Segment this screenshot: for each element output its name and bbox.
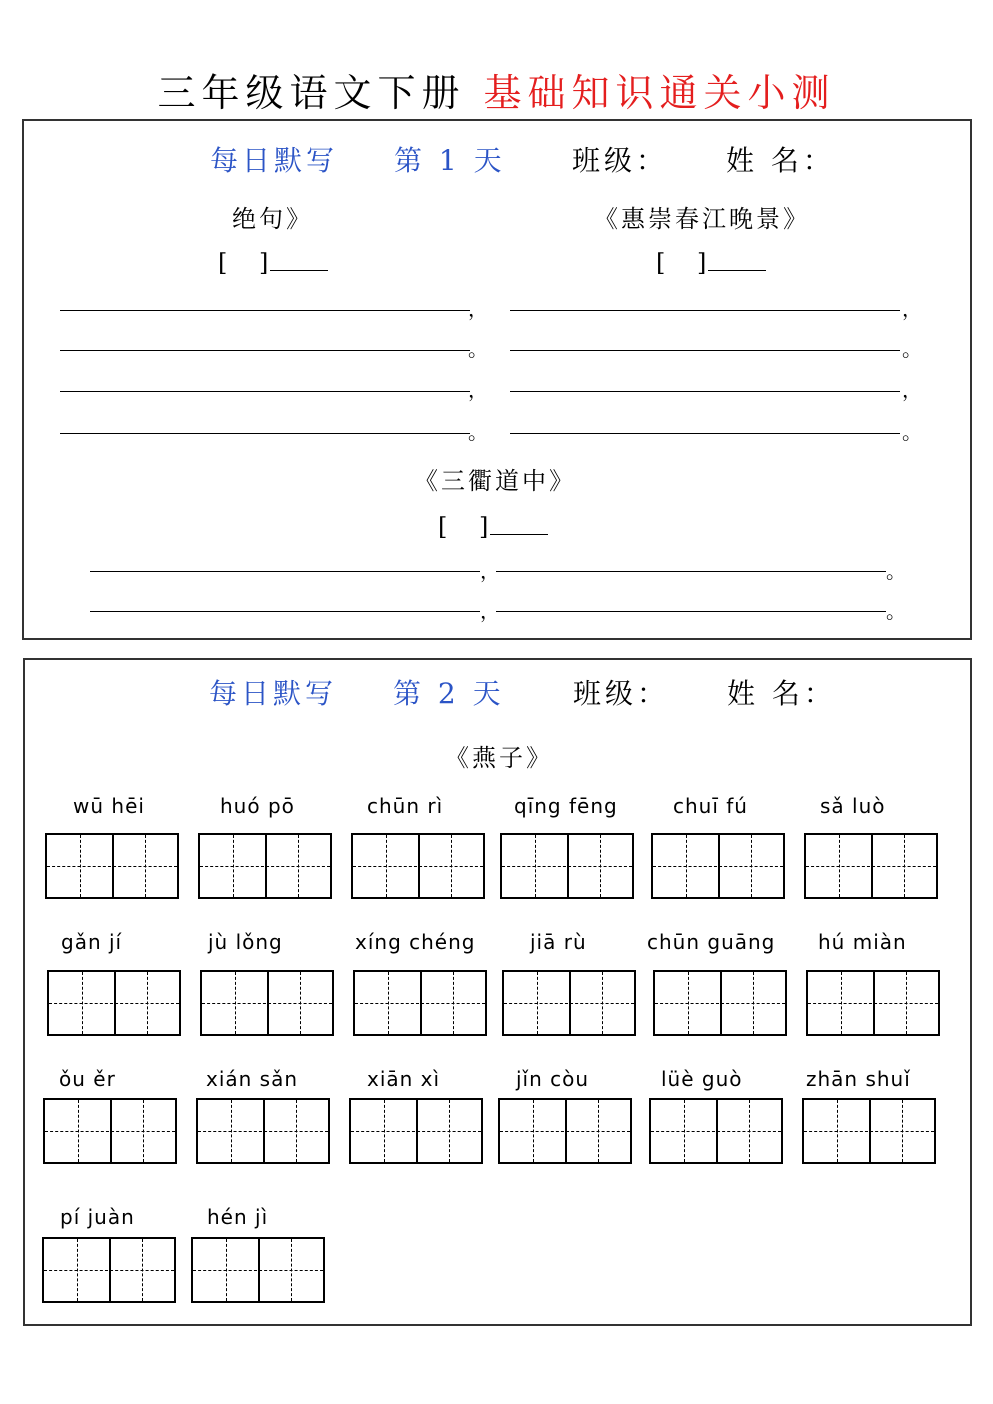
grid-guide-line	[193, 1270, 323, 1271]
pinyin-label: pí juàn	[60, 1205, 135, 1229]
poem2-author-blank[interactable]	[708, 248, 766, 271]
pinyin-label: jǐn còu	[516, 1067, 590, 1091]
poem2-title: 《惠崇春江晚景》	[594, 205, 810, 233]
grid-guide-line	[49, 1003, 179, 1004]
poem3-title: 《三衢道中》	[414, 467, 576, 495]
poem3-line-1[interactable]	[90, 571, 480, 572]
writing-grid[interactable]	[804, 833, 938, 899]
pinyin-label: sǎ luò	[820, 794, 886, 818]
day2-name-label: 姓 名：	[727, 677, 836, 710]
poem3-author[interactable]	[438, 507, 548, 542]
grid-guide-line	[202, 1003, 332, 1004]
pinyin-label: jiā rù	[530, 930, 587, 954]
poem2-punct-1: ，	[902, 297, 922, 321]
day1-heading: 每日默写	[210, 144, 339, 177]
poem1-line-1[interactable]	[60, 310, 470, 311]
poem2-author[interactable]	[656, 243, 766, 278]
pinyin-label: hén jì	[207, 1205, 269, 1229]
page-title	[0, 62, 993, 117]
writing-grid[interactable]	[502, 970, 636, 1036]
day1-panel	[22, 119, 972, 640]
poem3-punct-2: 。	[886, 559, 906, 583]
poem3-line-4[interactable]	[496, 611, 886, 612]
title-grade: 三年级语文下册	[157, 71, 466, 115]
pinyin-label: xíng chéng	[355, 930, 476, 954]
day2-day: 第 2 天	[393, 677, 505, 710]
grid-guide-line	[200, 866, 330, 867]
poem1-punct-4: 。	[468, 420, 488, 444]
pinyin-label: huó pō	[220, 794, 295, 818]
writing-grid[interactable]	[45, 833, 179, 899]
grid-guide-line	[806, 866, 936, 867]
pinyin-label: jù lǒng	[208, 930, 283, 954]
writing-grid[interactable]	[806, 970, 940, 1036]
writing-grid[interactable]	[42, 1237, 176, 1303]
poem3-punct-1: ，	[480, 559, 500, 583]
poem1-author[interactable]	[218, 243, 328, 278]
pinyin-label: ǒu ěr	[59, 1067, 116, 1091]
day1-class-label: 班级：	[572, 144, 669, 177]
grid-guide-line	[808, 1003, 938, 1004]
poem1-punct-1: ，	[468, 297, 488, 321]
grid-guide-line	[353, 866, 483, 867]
poem3-author-blank[interactable]	[490, 512, 548, 535]
writing-grid[interactable]	[500, 833, 634, 899]
writing-grid[interactable]	[47, 970, 181, 1036]
grid-guide-line	[47, 866, 177, 867]
grid-guide-line	[504, 1003, 634, 1004]
poem1-line-3[interactable]	[60, 391, 470, 392]
poem1-title: 绝句》	[232, 205, 313, 233]
day2-heading: 每日默写	[209, 677, 338, 710]
poem1-punct-3: ，	[468, 378, 488, 402]
grid-guide-line	[500, 1131, 630, 1132]
poem2-line-1[interactable]	[510, 310, 900, 311]
grid-guide-line	[655, 1003, 785, 1004]
poem2-line-4[interactable]	[510, 433, 900, 434]
grid-guide-line	[804, 1131, 934, 1132]
pinyin-label: qīng fēng	[514, 794, 618, 818]
poem2-punct-2: 。	[902, 337, 922, 361]
writing-grid[interactable]	[349, 1098, 483, 1164]
writing-grid[interactable]	[43, 1098, 177, 1164]
grid-guide-line	[355, 1003, 485, 1004]
pinyin-label: gǎn jí	[61, 930, 123, 954]
poem2-author-bracket: [ ]	[656, 249, 707, 277]
day2-text-title: 《燕子》	[445, 744, 553, 772]
grid-guide-line	[198, 1131, 328, 1132]
poem1-line-4[interactable]	[60, 433, 470, 434]
pinyin-label: chuī fú	[673, 794, 748, 818]
writing-grid[interactable]	[653, 970, 787, 1036]
pinyin-label: zhān shuǐ	[806, 1067, 911, 1091]
writing-grid[interactable]	[196, 1098, 330, 1164]
grid-guide-line	[44, 1270, 174, 1271]
poem1-punct-2: 。	[468, 337, 488, 361]
poem1-author-blank[interactable]	[270, 248, 328, 271]
pinyin-label: wū hēi	[73, 794, 145, 818]
writing-grid[interactable]	[198, 833, 332, 899]
pinyin-label: hú miàn	[818, 930, 907, 954]
pinyin-label: xián sǎn	[206, 1067, 299, 1091]
poem3-punct-4: 。	[886, 599, 906, 623]
grid-guide-line	[502, 866, 632, 867]
poem2-line-3[interactable]	[510, 391, 900, 392]
writing-grid[interactable]	[649, 1098, 783, 1164]
writing-grid[interactable]	[802, 1098, 936, 1164]
pinyin-label: chūn rì	[367, 794, 444, 818]
poem2-punct-4: 。	[902, 420, 922, 444]
poem3-line-3[interactable]	[90, 611, 480, 612]
writing-grid[interactable]	[651, 833, 785, 899]
writing-grid[interactable]	[200, 970, 334, 1036]
poem3-author-bracket: [ ]	[438, 513, 489, 541]
poem3-punct-3: ，	[480, 599, 500, 623]
day2-class-label: 班级：	[573, 677, 670, 710]
writing-grid[interactable]	[353, 970, 487, 1036]
grid-guide-line	[651, 1131, 781, 1132]
pinyin-label: xiān xì	[367, 1067, 441, 1091]
poem2-line-2[interactable]	[510, 350, 900, 351]
writing-grid[interactable]	[498, 1098, 632, 1164]
day1-day: 第 1 天	[394, 144, 506, 177]
grid-guide-line	[653, 866, 783, 867]
poem1-line-2[interactable]	[60, 350, 470, 351]
grid-guide-line	[351, 1131, 481, 1132]
grid-guide-line	[45, 1131, 175, 1132]
writing-grid[interactable]	[191, 1237, 325, 1303]
title-quiz: 基础知识通关小测	[483, 71, 836, 115]
day1-name-label: 姓 名：	[726, 144, 835, 177]
pinyin-label: chūn guāng	[647, 930, 776, 954]
pinyin-label: lüè guò	[661, 1067, 743, 1091]
poem3-line-2[interactable]	[496, 571, 886, 572]
poem2-punct-3: ，	[902, 378, 922, 402]
poem1-author-bracket: [ ]	[218, 249, 269, 277]
writing-grid[interactable]	[351, 833, 485, 899]
